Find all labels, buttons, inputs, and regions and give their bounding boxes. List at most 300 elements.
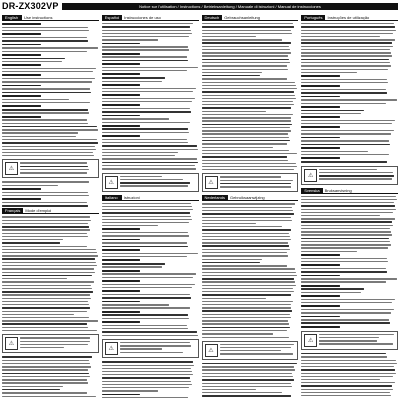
- text-line: [220, 350, 281, 351]
- text-line: [202, 203, 296, 204]
- text-line: [301, 379, 379, 380]
- text-line: [2, 294, 90, 295]
- text-line: [301, 123, 392, 124]
- text-line: [102, 374, 193, 375]
- text-line: [202, 150, 289, 151]
- text-line: [202, 389, 256, 390]
- text-line: [202, 82, 296, 83]
- text-line: [202, 363, 298, 365]
- text-line: [202, 395, 292, 397]
- text-line: [301, 376, 393, 377]
- text-line: [102, 235, 189, 236]
- warning-box: [102, 339, 199, 358]
- text-line: [301, 228, 390, 229]
- text-line: [301, 271, 387, 273]
- text-line: [301, 215, 379, 216]
- text-line: [202, 210, 294, 211]
- text-line: [202, 163, 297, 164]
- text-line: [2, 288, 92, 289]
- text-line: [202, 85, 297, 86]
- text-line: [2, 99, 69, 100]
- text-line: [2, 81, 92, 82]
- text-line: [202, 337, 289, 338]
- text-line: [102, 84, 141, 86]
- text-line: [301, 62, 390, 63]
- text-line: [2, 389, 60, 391]
- text-line: [2, 252, 97, 253]
- text-line: [301, 319, 389, 320]
- text-line: [2, 58, 65, 60]
- text-line: [102, 81, 162, 82]
- text-line: [202, 75, 260, 77]
- text-line: [2, 202, 87, 203]
- text-line: [202, 376, 294, 377]
- text-line: [301, 275, 340, 277]
- text-line: [102, 111, 191, 113]
- text-line: [301, 39, 395, 40]
- text-line: [2, 33, 41, 35]
- text-line: [202, 217, 292, 218]
- text-line: [301, 369, 395, 371]
- text-line: [102, 318, 189, 319]
- text-line: [202, 310, 293, 312]
- text-line: [202, 166, 298, 167]
- text-line: [2, 246, 87, 247]
- text-line: [102, 368, 191, 369]
- text-line: [2, 136, 76, 137]
- column-3: [202, 14, 299, 398]
- warning-box: [301, 166, 398, 185]
- text-line: [301, 42, 392, 44]
- warning-text: [120, 176, 196, 189]
- text-line: [301, 209, 396, 210]
- text-line: [202, 392, 282, 393]
- text-line: [301, 326, 340, 328]
- text-line: [202, 320, 288, 321]
- text-line: [301, 202, 394, 203]
- text-line: [2, 85, 41, 87]
- text-line: [202, 259, 263, 260]
- text-line: [2, 291, 93, 293]
- text-line: [2, 216, 90, 217]
- text-line: [102, 77, 165, 79]
- text-line: [2, 30, 89, 31]
- text-line: [20, 166, 88, 168]
- text-line: [202, 249, 290, 250]
- text-line: [102, 371, 192, 372]
- text-line: [2, 366, 91, 367]
- text-line: [202, 104, 295, 105]
- text-line: [301, 299, 395, 300]
- text-line: [2, 327, 88, 328]
- section-header: [2, 15, 99, 21]
- text-line: [102, 270, 141, 272]
- text-line: [2, 152, 93, 153]
- text-line: [102, 118, 169, 119]
- text-line: [2, 396, 96, 397]
- warning-icon: ⚠: [5, 337, 18, 350]
- section-language: Nederlands: [202, 195, 228, 201]
- text-line: [102, 228, 141, 230]
- text-line: [120, 345, 191, 346]
- document-header: [0, 0, 400, 12]
- text-line: [319, 334, 394, 335]
- text-line: [102, 101, 192, 102]
- text-line: [2, 119, 87, 120]
- text-line: [202, 114, 294, 115]
- text-line: [2, 61, 62, 62]
- text-line: [2, 236, 88, 237]
- text-line: [301, 144, 390, 146]
- section-header: [102, 195, 199, 201]
- text-line: [120, 348, 162, 349]
- text-line: [301, 140, 389, 141]
- text-line: [319, 340, 377, 341]
- text-line: [301, 295, 340, 297]
- text-line: [2, 23, 41, 25]
- warning-icon: ⚠: [205, 344, 218, 357]
- text-line: [301, 85, 340, 87]
- text-line: [102, 60, 188, 62]
- text-block: [301, 23, 398, 163]
- text-line: [301, 385, 392, 387]
- text-line: [2, 386, 63, 387]
- text-line: [20, 344, 88, 345]
- text-line: [301, 133, 391, 134]
- text-line: [301, 360, 396, 361]
- text-line: [102, 132, 189, 133]
- text-line: [102, 43, 141, 45]
- warning-text: [319, 169, 395, 182]
- text-line: [2, 223, 88, 224]
- text-line: [102, 259, 141, 261]
- text-line: [102, 23, 193, 24]
- text-line: [202, 46, 289, 47]
- text-line: [202, 137, 289, 138]
- text-line: [220, 347, 292, 348]
- text-line: [102, 63, 141, 65]
- text-line: [102, 49, 189, 50]
- text-line: [301, 251, 357, 252]
- text-line: [120, 352, 183, 353]
- section-language: Svenska: [301, 188, 322, 194]
- text-line: [102, 311, 141, 313]
- text-line: [301, 126, 340, 128]
- text-line: [301, 268, 386, 269]
- text-line: [2, 317, 89, 318]
- text-line: [202, 239, 291, 240]
- section-title: Bruksanvisning: [323, 188, 398, 194]
- text-line: [102, 33, 192, 34]
- text-line: [102, 253, 198, 254]
- text-line: [102, 266, 162, 267]
- text-line: [2, 198, 41, 200]
- text-line: [301, 82, 388, 83]
- text-line: [102, 128, 188, 130]
- text-line: [102, 122, 190, 123]
- text-line: [301, 113, 361, 114]
- text-line: [102, 209, 193, 210]
- text-block: [2, 181, 99, 206]
- text-line: [202, 323, 289, 324]
- text-line: [102, 53, 141, 55]
- section-language: Italiano: [102, 195, 122, 201]
- text-line: [2, 68, 96, 69]
- text-line: [301, 46, 393, 47]
- section-title: Gebrauchsanleitung: [222, 15, 298, 21]
- text-line: [2, 155, 94, 156]
- text-line: [102, 256, 187, 257]
- text-line: [202, 275, 298, 276]
- text-line: [2, 356, 92, 358]
- text-line: [120, 179, 183, 180]
- text-line: [301, 33, 393, 34]
- text-line: [2, 360, 89, 361]
- text-line: [301, 103, 386, 104]
- text-line: [2, 139, 97, 140]
- text-line: [301, 36, 379, 37]
- text-line: [202, 333, 274, 334]
- text-line: [301, 309, 394, 310]
- text-line: [202, 252, 287, 253]
- column-2: [102, 14, 199, 398]
- text-line: [202, 91, 295, 93]
- section-header: [102, 15, 199, 21]
- text-block: [102, 203, 199, 336]
- text-line: [202, 298, 267, 299]
- text-line: [102, 307, 190, 308]
- text-line: [102, 206, 192, 207]
- text-line: [202, 107, 292, 109]
- warning-box: [301, 331, 398, 350]
- text-line: [319, 343, 393, 344]
- text-line: [102, 155, 176, 156]
- text-line: [301, 218, 395, 219]
- text-line: [301, 99, 397, 100]
- text-line: [202, 153, 298, 154]
- text-line: [102, 70, 187, 71]
- text-line: [2, 229, 90, 230]
- text-line: [2, 307, 90, 309]
- text-line: [2, 51, 87, 52]
- text-line: [2, 363, 90, 364]
- text-line: [102, 91, 193, 92]
- text-block: [2, 216, 99, 331]
- text-line: [102, 212, 190, 214]
- section-language: Deutsch: [202, 15, 223, 21]
- text-line: [202, 373, 293, 374]
- text-line: [301, 382, 395, 383]
- text-line: [301, 363, 397, 364]
- text-line: [202, 55, 288, 56]
- text-line: [301, 55, 392, 56]
- text-line: [102, 297, 191, 299]
- text-line: [2, 195, 89, 196]
- text-line: [20, 337, 90, 338]
- text-line: [120, 182, 190, 184]
- text-line: [301, 316, 340, 318]
- warning-text: [20, 162, 96, 175]
- text-line: [2, 249, 96, 250]
- text-line: [2, 192, 88, 193]
- text-line: [2, 126, 97, 128]
- document-columns: [2, 14, 398, 398]
- text-line: [2, 392, 87, 393]
- text-line: [202, 130, 291, 131]
- column-1: [2, 14, 99, 398]
- text-line: [301, 96, 340, 98]
- text-line: [301, 65, 391, 66]
- text-line: [102, 168, 196, 169]
- text-line: [102, 216, 191, 217]
- text-line: [120, 185, 188, 186]
- text-line: [2, 314, 74, 315]
- text-line: [301, 225, 393, 226]
- text-block: [2, 356, 99, 398]
- text-line: [2, 320, 98, 321]
- title-banner: Notice sur l'utilisation / Instructions / Betriebsanleitung / Manuale di istruzioni / Manual de instrucciones: [62, 3, 398, 10]
- text-line: [202, 78, 287, 79]
- text-line: [301, 151, 368, 152]
- text-line: [202, 156, 287, 158]
- text-block: [301, 353, 398, 398]
- text-line: [301, 157, 340, 159]
- text-line: [102, 46, 188, 47]
- text-line: [319, 169, 377, 170]
- text-line: [102, 290, 141, 292]
- text-block: [301, 196, 398, 328]
- warning-box: [202, 341, 299, 360]
- text-line: [301, 373, 396, 374]
- text-line: [202, 278, 295, 280]
- text-block: [102, 23, 199, 170]
- text-line: [202, 207, 293, 208]
- text-line: [202, 101, 294, 102]
- text-line: [301, 261, 388, 262]
- text-line: [301, 196, 396, 197]
- text-line: [202, 242, 288, 243]
- text-line: [301, 305, 340, 307]
- text-line: [202, 49, 290, 50]
- text-line: [2, 226, 89, 228]
- text-line: [2, 265, 97, 266]
- warning-icon: ⚠: [304, 334, 317, 347]
- text-line: [102, 365, 194, 366]
- text-line: [301, 79, 387, 80]
- text-line: [102, 145, 197, 147]
- text-line: [20, 169, 89, 170]
- text-line: [102, 325, 187, 326]
- text-line: [102, 98, 195, 99]
- text-line: [301, 161, 387, 163]
- text-line: [202, 30, 292, 31]
- text-line: [102, 304, 169, 305]
- text-line: [202, 317, 291, 318]
- text-line: [202, 111, 267, 112]
- text-block: [102, 361, 199, 398]
- text-line: [301, 26, 395, 28]
- text-line: [2, 298, 91, 299]
- text-line: [2, 78, 95, 79]
- text-line: [202, 327, 290, 329]
- text-line: [102, 152, 178, 153]
- text-line: [2, 382, 88, 383]
- text-line: [202, 233, 289, 234]
- text-line: [20, 162, 87, 163]
- warning-text: [319, 334, 395, 347]
- text-line: [120, 176, 162, 177]
- text-line: [301, 353, 386, 355]
- text-line: [2, 268, 94, 269]
- text-line: [202, 386, 293, 387]
- text-line: [202, 72, 263, 73]
- section-language: Português: [301, 15, 325, 21]
- text-line: [102, 219, 192, 220]
- text-line: [301, 312, 391, 313]
- text-line: [2, 369, 88, 370]
- model-number: DR-ZX302VP: [2, 1, 59, 11]
- text-line: [2, 123, 88, 124]
- warning-box: [102, 173, 199, 192]
- text-line: [220, 180, 293, 181]
- text-line: [202, 169, 295, 170]
- text-line: [102, 222, 189, 223]
- text-line: [301, 234, 392, 235]
- text-line: [102, 314, 188, 316]
- text-line: [202, 52, 291, 53]
- text-line: [301, 199, 397, 200]
- text-line: [102, 56, 187, 57]
- text-line: [202, 143, 287, 144]
- text-line: [102, 162, 198, 164]
- text-line: [102, 115, 141, 117]
- text-line: [301, 120, 395, 121]
- text-line: [202, 88, 298, 89]
- text-line: [102, 294, 190, 295]
- text-line: [102, 203, 191, 204]
- section-header: [301, 188, 398, 194]
- text-line: [102, 328, 188, 329]
- warning-text: [220, 176, 296, 189]
- text-line: [301, 147, 340, 149]
- text-line: [301, 137, 340, 139]
- warning-icon: ⚠: [105, 176, 118, 189]
- section-language: Français: [2, 208, 23, 214]
- warning-text: [20, 337, 96, 350]
- section-header: [202, 15, 299, 21]
- text-line: [102, 277, 193, 278]
- text-line: [102, 331, 197, 333]
- text-line: [301, 154, 389, 155]
- text-line: [2, 220, 91, 221]
- text-line: [2, 272, 95, 273]
- text-line: [102, 397, 188, 398]
- text-line: [102, 321, 141, 323]
- text-line: [2, 129, 98, 130]
- text-line: [102, 377, 190, 379]
- text-block: [202, 203, 299, 337]
- text-line: [301, 72, 357, 73]
- text-line: [2, 304, 89, 305]
- text-line: [301, 110, 364, 112]
- warning-icon: ⚠: [205, 176, 218, 189]
- warning-box: [2, 334, 99, 353]
- text-line: [102, 135, 141, 137]
- warning-text: [220, 344, 296, 357]
- text-line: [2, 116, 41, 118]
- text-line: [102, 94, 141, 96]
- text-line: [2, 95, 41, 97]
